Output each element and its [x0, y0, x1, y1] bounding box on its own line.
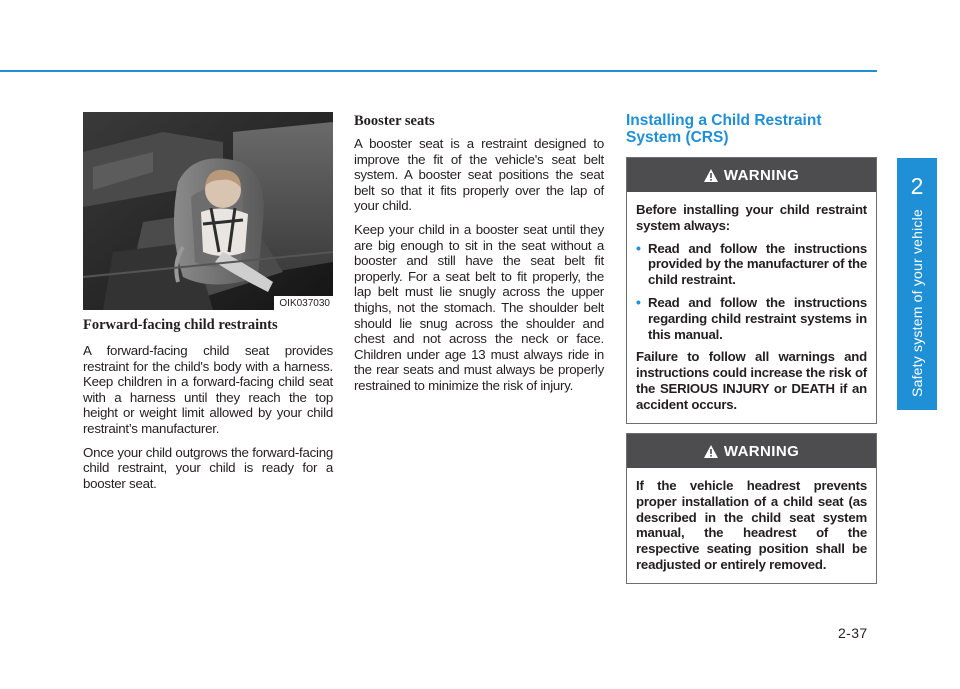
- paragraph: A booster seat is a restraint designed to improve the fit of the vehicle's seat belt system. A booster seat positions the seat belt so that it fits properly over the lap of your child.: [354, 136, 604, 214]
- warning-box: [626, 157, 877, 424]
- warning-intro: Before installing your child restraint system always:: [636, 202, 867, 233]
- warning-triangle-icon: [704, 169, 718, 182]
- warning-header: [627, 158, 876, 192]
- warning-box: [626, 433, 877, 584]
- paragraph: A forward-facing child seat provides restraint for the child's body with a harness. Keep children in a forward-facing child seat with a harness until they reach the top height or weight limit allowed by your child restraint’s manufacturer.: [83, 343, 333, 436]
- child-seat-illustration: [83, 112, 333, 310]
- section-heading: Forward-facing child restraints: [83, 317, 278, 333]
- warning-outro: Failure to follow all warnings and instructions could increase the risk of the SERIOUS INJURY or DEATH if an accident occurs.: [636, 349, 867, 412]
- column-1: [83, 112, 333, 499]
- chapter-tab: [897, 158, 937, 410]
- section-heading: Installing a Child Restraint System (CRS): [626, 112, 822, 146]
- chapter-title: Safety system of your vehicle: [909, 209, 925, 397]
- section-heading: Booster seats: [354, 113, 435, 129]
- warning-header: [627, 434, 876, 468]
- warning-bullet: [636, 241, 867, 288]
- warning-title: WARNING: [723, 442, 800, 460]
- child-seat-photo: [83, 112, 333, 310]
- top-rule: [0, 70, 877, 72]
- figure-code: OIK037030: [274, 296, 333, 310]
- bullet-text: Read and follow the instructions regarding child restraint systems in this manual.: [648, 294, 867, 342]
- paragraph: Keep your child in a booster seat until they are big enough to sit in the seat without a booster and still have the seat belt fit properly. For a seat belt to fit properly, the lap belt must lie snugly across the upper thighs, not the stomach. The shoulder belt should lie snug across the shoulder and chest and not across the neck or face. Children under age 13 must always ride in the rear seats and must always be properly restrained to minimize the risk of injury.: [354, 221, 604, 393]
- warning-title: WARNING: [723, 166, 800, 184]
- column-3: [626, 112, 877, 602]
- bullet-icon: •: [636, 239, 641, 256]
- chapter-number: 2: [910, 172, 924, 199]
- page-number: 2-37: [838, 625, 868, 641]
- bullet-text: Read and follow the instructions provided by the manufacturer of the child restraint.: [648, 240, 867, 288]
- column-2: [354, 112, 604, 402]
- warning-bullet: [636, 295, 867, 342]
- warning-triangle-icon: [704, 445, 718, 458]
- warning-body: [627, 192, 876, 423]
- warning-body: [627, 468, 876, 583]
- warning-text: If the vehicle headrest prevents proper installation of a child seat (as described in the child seat system manual, the headrest of the respective seating position shall be readjusted or entirely removed.: [636, 478, 867, 572]
- bullet-icon: •: [636, 293, 641, 310]
- paragraph: Once your child outgrows the forward-facing child restraint, your child is ready for a booster seat.: [83, 444, 333, 491]
